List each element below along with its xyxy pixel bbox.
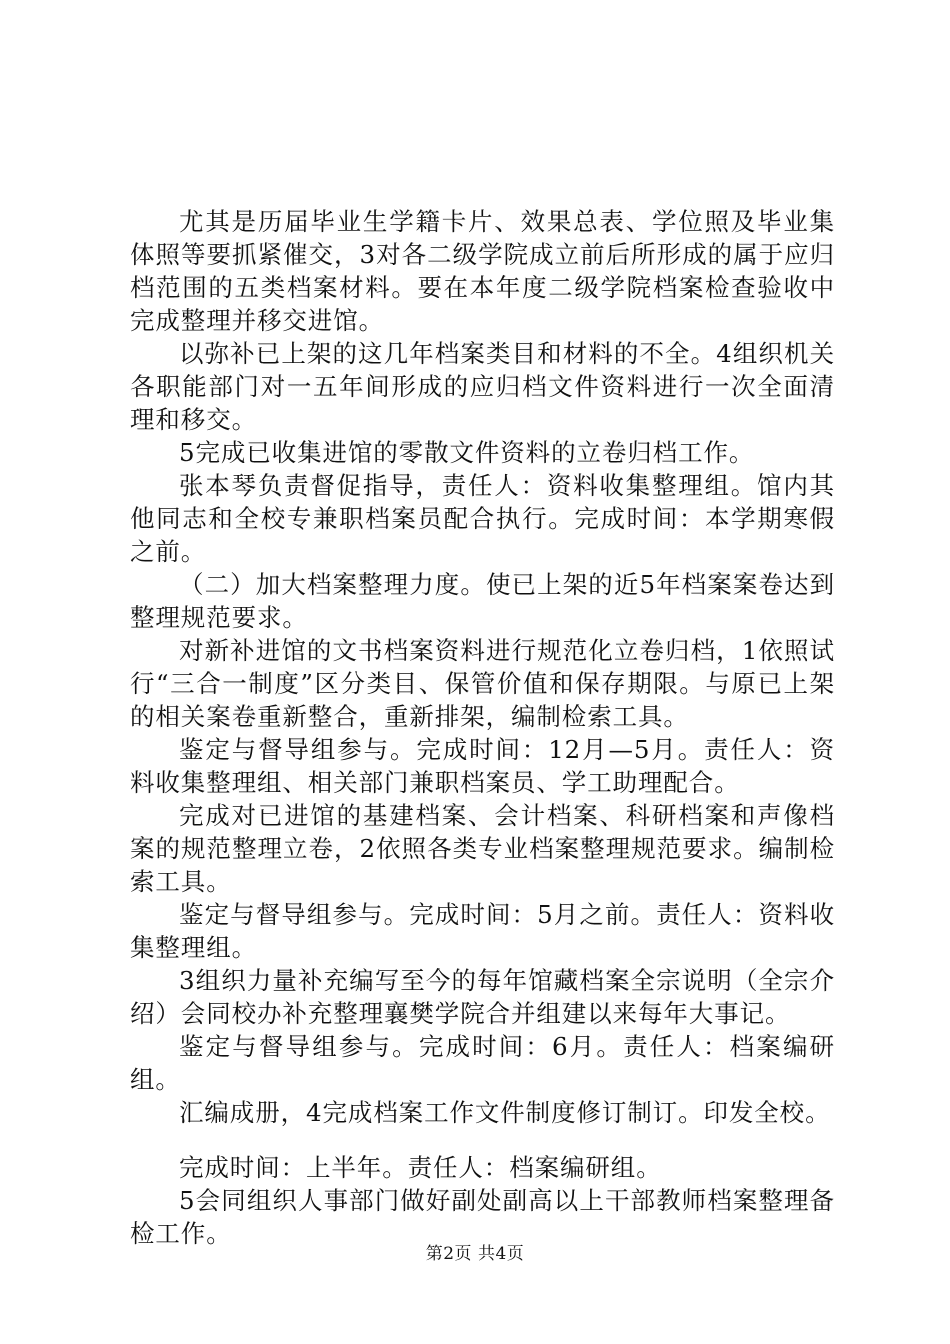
paragraph-4: 张本琴负责督促指导，责任人：资料收集整理组。馆内其他同志和全校专兼职档案员配合执行。完成时间：本学期寒假之前。	[130, 471, 835, 566]
paragraph-1: 尤其是历届毕业生学籍卡片、效果总表、学位照及毕业集体照等要抓紧催交，3对各二级学院成立前后所形成的属于应归档范围的五类档案材料。要在本年度二级学院档案检查验收中完成整理并移交进馆。	[130, 207, 835, 335]
paragraph-13: 完成时间：上半年。责任人：档案编研组。	[179, 1153, 662, 1182]
paragraph-3: 5完成已收集进馆的零散文件资料的立卷归档工作。	[179, 438, 755, 467]
paragraph-14: 5会同组织人事部门做好副处副高以上干部教师档案整理备检工作。	[130, 1186, 835, 1248]
paragraph-5: （二）加大档案整理力度。使已上架的近5年档案案卷达到整理规范要求。	[130, 570, 835, 632]
document-body	[130, 205, 835, 1250]
page-number-footer: 第2页 共4页	[425, 1244, 525, 1264]
paragraph-9: 鉴定与督导组参与。完成时间：5月之前。责任人：资料收集整理组。	[130, 900, 835, 962]
paragraph-11: 鉴定与督导组参与。完成时间：6月。责任人：档案编研组。	[130, 1032, 835, 1094]
paragraph-6: 对新补进馆的文书档案资料进行规范化立卷归档，1依照试行“三合一制度”区分类目、保管价值和保存期限。与原已上架的相关案卷重新整合，重新排架，编制检索工具。	[130, 636, 835, 731]
paragraph-8: 完成对已进馆的基建档案、会计档案、科研档案和声像档案的规范整理立卷，2依照各类专业档案整理规范要求。编制检索工具。	[130, 801, 835, 896]
paragraph-10: 3组织力量补充编写至今的每年馆藏档案全宗说明（全宗介绍）会同校办补充整理襄樊学院合并组建以来每年大事记。	[130, 966, 835, 1028]
paragraph-7: 鉴定与督导组参与。完成时间：12月—5月。责任人：资料收集整理组、相关部门兼职档案员、学工助理配合。	[130, 735, 835, 797]
paragraph-12: 汇编成册，4完成档案工作文件制度修订制订。印发全校。	[179, 1098, 831, 1127]
paragraph-2: 以弥补已上架的这几年档案类目和材料的不全。4组织机关各职能部门对一五年间形成的应归档文件资料进行一次全面清理和移交。	[130, 339, 835, 434]
